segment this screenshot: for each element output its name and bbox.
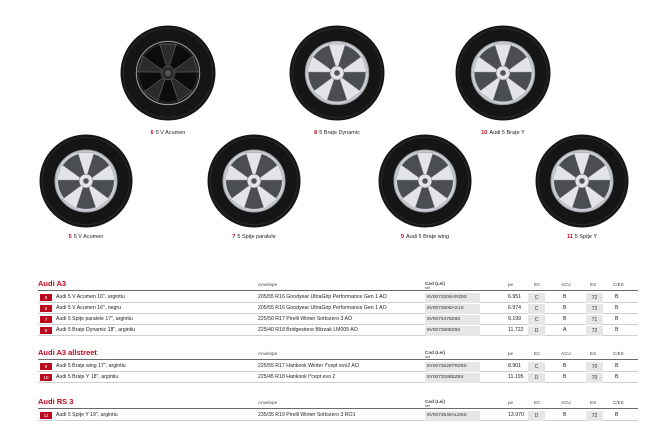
wheel-image <box>39 134 133 228</box>
wheel-name: Audi 5 Spiţe paralele 17", argintiu <box>56 316 133 322</box>
wheel-label: Audi 5 Braţe Y <box>489 130 525 136</box>
header-acu: ACU <box>561 351 571 356</box>
wheel-caption <box>69 234 104 240</box>
header-tire: Anvelope <box>258 351 278 356</box>
wheel-name: Audi 5 Spiţe Y 19", argintiu <box>56 412 118 418</box>
header-code-sub: set <box>425 355 431 359</box>
price: 13.970 <box>508 412 524 418</box>
row-number-badge: 7 <box>40 316 52 323</box>
wheel-name: Audi 5 V Acumen 16", argintiu <box>56 294 125 300</box>
wheel-caption <box>232 234 275 240</box>
wheel-caption <box>151 130 186 136</box>
wet-grip-class: A <box>563 327 567 333</box>
price: 6.974 <box>508 305 521 311</box>
wheel-number: 9 <box>400 234 404 240</box>
header-code-sub: set <box>425 404 431 408</box>
fuel-efficiency-class: D <box>528 373 545 383</box>
row-number-badge: 5 <box>40 305 52 312</box>
wheel-number: 8 <box>314 130 318 136</box>
product-code: 8V0073549ALD8S <box>425 411 480 421</box>
product-code: 8Y0073528TRZ8S <box>425 362 480 372</box>
header-code: Cod (Lei) <box>425 399 445 404</box>
row-number-badge: 8 <box>40 327 52 334</box>
fuel-efficiency-class: D <box>528 411 545 421</box>
wheel-number: 10 <box>481 130 488 136</box>
wheel-caption <box>401 234 449 240</box>
price: 6.951 <box>508 294 521 300</box>
header-ec: EC <box>534 400 541 405</box>
table-row <box>38 325 638 336</box>
wheel-label: 5 Braţe Dynamic <box>319 130 360 136</box>
price: 11.722 <box>508 327 524 333</box>
section-divider <box>38 290 638 291</box>
price: 11.195 <box>508 374 524 380</box>
wheel-label: 5 V Acumen <box>73 234 104 240</box>
row-number-badge: 10 <box>40 374 52 381</box>
header-code: Cod (Lei) <box>425 350 445 355</box>
wheel-label: 5 Spiţe Y <box>574 234 598 240</box>
noise-class: B <box>615 363 619 369</box>
wheel-label: Audi 5 Braţe wing <box>405 234 450 240</box>
header-ec: EC <box>534 351 541 356</box>
product-code: 8V0073688Z8S <box>425 326 480 336</box>
table-row <box>38 361 638 372</box>
wheel-name: Audi 5 Braţe wing 17", argintiu <box>56 363 126 369</box>
header-ces: C/ES <box>613 282 624 287</box>
table-row <box>38 372 638 383</box>
fuel-efficiency-class: C <box>528 304 545 314</box>
header-code-sub: set <box>425 286 431 290</box>
noise-class: B <box>615 316 619 322</box>
header-tire: Anvelope <box>258 282 278 287</box>
section-title: Audi RS 3 <box>38 397 74 406</box>
noise-level: 70 <box>586 373 603 383</box>
wheel-label: 5 V Acumen <box>155 130 186 136</box>
tire-spec: 205/55 R16 Goodyear UltraGrip Performance Gen 1 AO <box>258 305 387 311</box>
section-title: Audi A3 allstreet <box>38 348 97 357</box>
noise-level: 72 <box>586 293 603 303</box>
header-price: pe <box>508 400 514 405</box>
wheel-image <box>120 25 216 121</box>
header-price: pe <box>508 351 514 356</box>
noise-class: B <box>615 374 619 380</box>
wheel-image <box>535 134 629 228</box>
tire-spec: 235/35 R19 Pirelli Winter Sottozero 3 RO1 <box>258 412 356 418</box>
noise-level: 70 <box>586 362 603 372</box>
wheel-number: 11 <box>566 234 573 240</box>
product-code: 8Y0073288BZ8S <box>425 373 480 383</box>
wet-grip-class: B <box>563 374 567 380</box>
noise-level: 71 <box>586 315 603 325</box>
row-number-badge: 11 <box>40 412 52 419</box>
noise-class: B <box>615 412 619 418</box>
wheel-image <box>378 134 472 228</box>
table-row <box>38 303 638 314</box>
wheel-image <box>207 134 301 228</box>
wet-grip-class: B <box>563 316 567 322</box>
wet-grip-class: B <box>563 363 567 369</box>
header-es: ES <box>590 282 597 287</box>
wheel-number: 5 <box>68 234 72 240</box>
fuel-efficiency-class: C <box>528 362 545 372</box>
wheel-name: Audi 5 Braţe Y 18", argintiu <box>56 374 119 380</box>
noise-class: B <box>615 294 619 300</box>
noise-level: 72 <box>586 411 603 421</box>
wheel-number: 7 <box>232 234 236 240</box>
table-row <box>38 314 638 325</box>
wheel-caption <box>481 130 525 136</box>
header-acu: ACU <box>561 282 571 287</box>
header-es: ES <box>590 351 597 356</box>
noise-class: B <box>615 327 619 333</box>
wheel-label: 5 Spiţe paralele <box>237 234 276 240</box>
row-number-badge: 9 <box>40 363 52 370</box>
wheel-name: Audi 5 Braţe Dynamic 18", argintiu <box>56 327 136 333</box>
table-row <box>38 410 638 421</box>
noise-level: 72 <box>586 326 603 336</box>
row-number-badge: 6 <box>40 294 52 301</box>
price: 8.901 <box>508 363 521 369</box>
header-acu: ACU <box>561 400 571 405</box>
header-tire: Anvelope <box>258 400 278 405</box>
wheel-name: Audi 5 V Acumen 16", negru <box>56 305 121 311</box>
header-es: ES <box>590 400 597 405</box>
header-code: Cod (Lei) <box>425 281 445 286</box>
header-price: pe <box>508 282 514 287</box>
tire-spec: 225/55 R17 Hankook Winter i*cept evo2 AO <box>258 363 359 369</box>
price: 9.199 <box>508 316 521 322</box>
section-title: Audi A3 <box>38 279 67 288</box>
wheel-image <box>455 25 551 121</box>
tire-spec: 225/40 R18 Bridgestone Blizzak LM005 AO <box>258 327 358 333</box>
wet-grip-class: B <box>563 294 567 300</box>
fuel-efficiency-class: D <box>528 326 545 336</box>
section-divider <box>38 408 638 409</box>
header-ec: EC <box>534 282 541 287</box>
fuel-efficiency-class: C <box>528 315 545 325</box>
tire-spec: 205/55 R16 Goodyear UltraGrip Performance Gen 1 AO <box>258 294 387 300</box>
wheel-caption <box>567 234 597 240</box>
product-code: 8V0073478Z8S <box>425 315 480 325</box>
wet-grip-class: B <box>563 305 567 311</box>
product-code: 8V0073306ARZ8S <box>425 293 480 303</box>
fuel-efficiency-class: C <box>528 293 545 303</box>
noise-class: B <box>615 305 619 311</box>
tire-spec: 225/45 R18 Hankook i*cept evo 2 <box>258 374 336 380</box>
wheel-caption <box>314 130 360 136</box>
table-row <box>38 292 638 303</box>
header-ces: C/ES <box>613 400 624 405</box>
wet-grip-class: B <box>563 412 567 418</box>
product-code: 8V0073506AX1S <box>425 304 480 314</box>
header-ces: C/ES <box>613 351 624 356</box>
wheel-number: 6 <box>150 130 154 136</box>
wheel-image <box>289 25 385 121</box>
tire-spec: 225/50 R17 Pirelli Winter Sottozero 3 AO <box>258 316 352 322</box>
noise-level: 72 <box>586 304 603 314</box>
section-divider <box>38 359 638 360</box>
